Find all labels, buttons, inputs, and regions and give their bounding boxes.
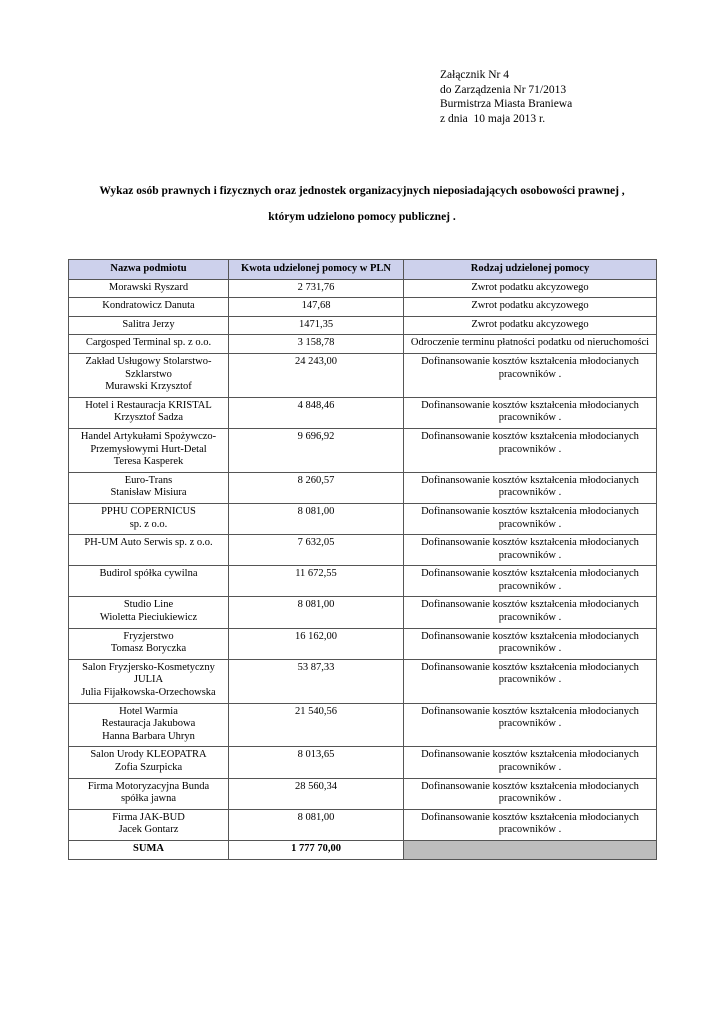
aid-type-cell: Dofinansowanie kosztów kształcenia młodocianych pracowników .	[404, 703, 657, 747]
entity-name-line: Euro-Trans	[124, 474, 173, 486]
entity-name-line: Murawski Krzysztof	[105, 381, 192, 393]
aid-type-cell: Dofinansowanie kosztów kształcenia młodocianych pracowników .	[404, 809, 657, 840]
sum-label: SUMA	[69, 840, 229, 859]
entity-name-line: Jacek Gontarz	[118, 824, 179, 836]
table-row	[69, 298, 657, 317]
entity-name-cell	[69, 703, 229, 747]
aid-amount-cell: 147,68	[229, 298, 404, 317]
aid-type-cell: Dofinansowanie kosztów kształcenia młodocianych pracowników .	[404, 503, 657, 534]
entity-name-cell	[69, 809, 229, 840]
entity-name-line: JULIA	[133, 674, 164, 686]
table-row	[69, 472, 657, 503]
entity-name-line: Salon Urody KLEOPATRA	[90, 749, 207, 761]
header-aid-type: Rodzaj udzielonej pomocy	[404, 260, 657, 280]
entity-name-cell	[69, 566, 229, 597]
entity-name-line: Fryzjerstwo	[123, 630, 174, 642]
annex-reference	[440, 68, 572, 126]
aid-amount-cell: 8 081,00	[229, 809, 404, 840]
table-row	[69, 809, 657, 840]
entity-name-line: Zofia Szurpicka	[114, 762, 183, 773]
entity-name-line: Studio Line	[123, 599, 174, 611]
entity-name-line: Hotel i Restauracja KRISTAL	[85, 399, 212, 411]
entity-name-line: Firma Motoryzacyjna Bunda	[87, 780, 210, 792]
aid-type-cell: Dofinansowanie kosztów kształcenia młodocianych pracowników .	[404, 628, 657, 659]
entity-name-cell	[69, 428, 229, 472]
aid-type-cell: Dofinansowanie kosztów kształcenia młodocianych pracowników .	[404, 747, 657, 778]
aid-amount-cell: 8 260,57	[229, 472, 404, 503]
header-entity-name: Nazwa podmiotu	[69, 260, 229, 280]
aid-type-cell: Dofinansowanie kosztów kształcenia młodocianych pracowników .	[404, 428, 657, 472]
entity-name-line: Handel Artykułami Spożywczo-	[80, 430, 217, 442]
aid-type-cell: Dofinansowanie kosztów kształcenia młodocianych pracowników .	[404, 353, 657, 397]
entity-name-cell	[69, 747, 229, 778]
aid-amount-cell: 3 158,78	[229, 335, 404, 354]
entity-name-cell	[69, 535, 229, 566]
aid-type-cell: Dofinansowanie kosztów kształcenia młodocianych pracowników .	[404, 472, 657, 503]
aid-amount-cell: 2 731,76	[229, 279, 404, 298]
entity-name-line: Morawski Ryszard	[108, 281, 189, 293]
entity-name-line: Wioletta Pieciukiewicz	[99, 612, 198, 624]
entity-name-cell	[69, 316, 229, 335]
table-row	[69, 535, 657, 566]
aid-amount-cell: 1471,35	[229, 316, 404, 335]
table-row	[69, 397, 657, 428]
aid-amount-cell: 8 081,00	[229, 597, 404, 628]
table-row	[69, 597, 657, 628]
aid-amount-cell: 53 87,33	[229, 659, 404, 703]
aid-amount-cell: 9 696,92	[229, 428, 404, 472]
aid-amount-cell: 16 162,00	[229, 628, 404, 659]
aid-type-cell: Odroczenie terminu płatności podatku od nieruchomości	[404, 335, 657, 354]
aid-amount-cell: 7 632,05	[229, 535, 404, 566]
annex-line: z dnia 10 maja 2013 r.	[440, 112, 546, 125]
entity-name-line: Restauracja Jakubowa	[101, 718, 196, 730]
entity-name-line: Salitra Jerzy	[122, 318, 175, 330]
aid-type-cell: Dofinansowanie kosztów kształcenia młodocianych pracowników .	[404, 778, 657, 809]
aid-amount-cell: 24 243,00	[229, 353, 404, 397]
table-row	[69, 353, 657, 397]
sum-row	[69, 840, 657, 859]
entity-name-cell	[69, 628, 229, 659]
entity-name-cell	[69, 397, 229, 428]
entity-name-line: Stanisław Misiura	[110, 487, 187, 499]
entity-name-line: Krzysztof Sadza	[113, 412, 184, 424]
entity-name-cell	[69, 778, 229, 809]
entity-name-line: Tomasz Boryczka	[110, 643, 187, 655]
aid-amount-cell: 8 081,00	[229, 503, 404, 534]
header-aid-amount: Kwota udzielonej pomocy w PLN	[229, 260, 404, 280]
entity-name-line: PH-UM Auto Serwis sp. z o.o.	[84, 537, 213, 549]
entity-name-cell	[69, 597, 229, 628]
entity-name-cell	[69, 353, 229, 397]
table-row	[69, 428, 657, 472]
entity-name-cell	[69, 503, 229, 534]
aid-amount-cell: 28 560,34	[229, 778, 404, 809]
entity-name-line: sp. z o.o.	[129, 518, 168, 530]
entity-name-line: Salon Fryzjersko-Kosmetyczny	[82, 661, 215, 673]
table-row	[69, 747, 657, 778]
entity-name-cell	[69, 279, 229, 298]
aid-type-cell: Zwrot podatku akcyzowego	[404, 279, 657, 298]
aid-type-cell: Dofinansowanie kosztów kształcenia młodocianych pracowników .	[404, 566, 657, 597]
entity-name-line: Julia Fijałkowska-Orzechowska	[81, 687, 216, 699]
table-row	[69, 778, 657, 809]
table-row	[69, 279, 657, 298]
table-header-row	[69, 260, 657, 280]
aid-type-cell: Dofinansowanie kosztów kształcenia młodocianych pracowników .	[404, 659, 657, 703]
entity-name-line: Szklarstwo	[125, 368, 172, 380]
aid-type-cell: Dofinansowanie kosztów kształcenia młodocianych pracowników .	[404, 535, 657, 566]
entity-name-line: Hotel Warmia	[119, 705, 178, 717]
entity-name-line: Przemysłowymi Hurt-Detal	[90, 443, 207, 455]
aid-amount-cell: 11 672,55	[229, 566, 404, 597]
entity-name-line: Budirol spółka cywilna	[99, 568, 198, 580]
aid-type-cell: Dofinansowanie kosztów kształcenia młodocianych pracowników .	[404, 397, 657, 428]
table-row	[69, 659, 657, 703]
document-title-line-1: Wykaz osób prawnych i fizycznych oraz jednostek organizacyjnych nieposiadających osobowości prawnej ,	[99, 185, 625, 197]
entity-name-cell	[69, 659, 229, 703]
entity-name-line: Teresa Kasperek	[113, 456, 184, 468]
entity-name-cell	[69, 472, 229, 503]
sum-empty-cell	[404, 840, 657, 859]
aid-type-cell: Dofinansowanie kosztów kształcenia młodocianych pracowników .	[404, 597, 657, 628]
aid-amount-cell: 21 540,56	[229, 703, 404, 747]
table-row	[69, 335, 657, 354]
entity-name-line: Zakład Usługowy Stolarstwo-	[85, 355, 212, 367]
document-title-line-2: którym udzielono pomocy publicznej .	[268, 211, 456, 223]
entity-name-line: PPHU COPERNICUS	[101, 505, 196, 517]
entity-name-cell	[69, 298, 229, 317]
entity-name-line: spółka jawna	[120, 793, 177, 805]
entity-name-line: Cargosped Terminal sp. z o.o.	[85, 337, 212, 349]
entity-name-line: Kondratowicz Danuta	[102, 300, 195, 312]
table-row	[69, 503, 657, 534]
entity-name-line: Firma JAK-BUD	[112, 811, 185, 823]
annex-line: Burmistrza Miasta Braniewa	[440, 98, 573, 110]
aid-amount-cell: 4 848,46	[229, 397, 404, 428]
table-row	[69, 628, 657, 659]
aid-amount-cell: 8 013,65	[229, 747, 404, 778]
table-row	[69, 703, 657, 747]
entity-name-line: Hanna Barbara Uhryn	[102, 730, 195, 742]
aid-type-cell: Zwrot podatku akcyzowego	[404, 316, 657, 335]
annex-line: do Zarządzenia Nr 71/2013	[440, 83, 567, 96]
public-aid-table	[68, 259, 657, 860]
table-row	[69, 566, 657, 597]
aid-type-cell: Zwrot podatku akcyzowego	[404, 298, 657, 317]
sum-amount: 1 777 70,00	[229, 840, 404, 859]
annex-line: Załącznik Nr 4	[440, 69, 509, 81]
entity-name-cell	[69, 335, 229, 354]
table-row	[69, 316, 657, 335]
